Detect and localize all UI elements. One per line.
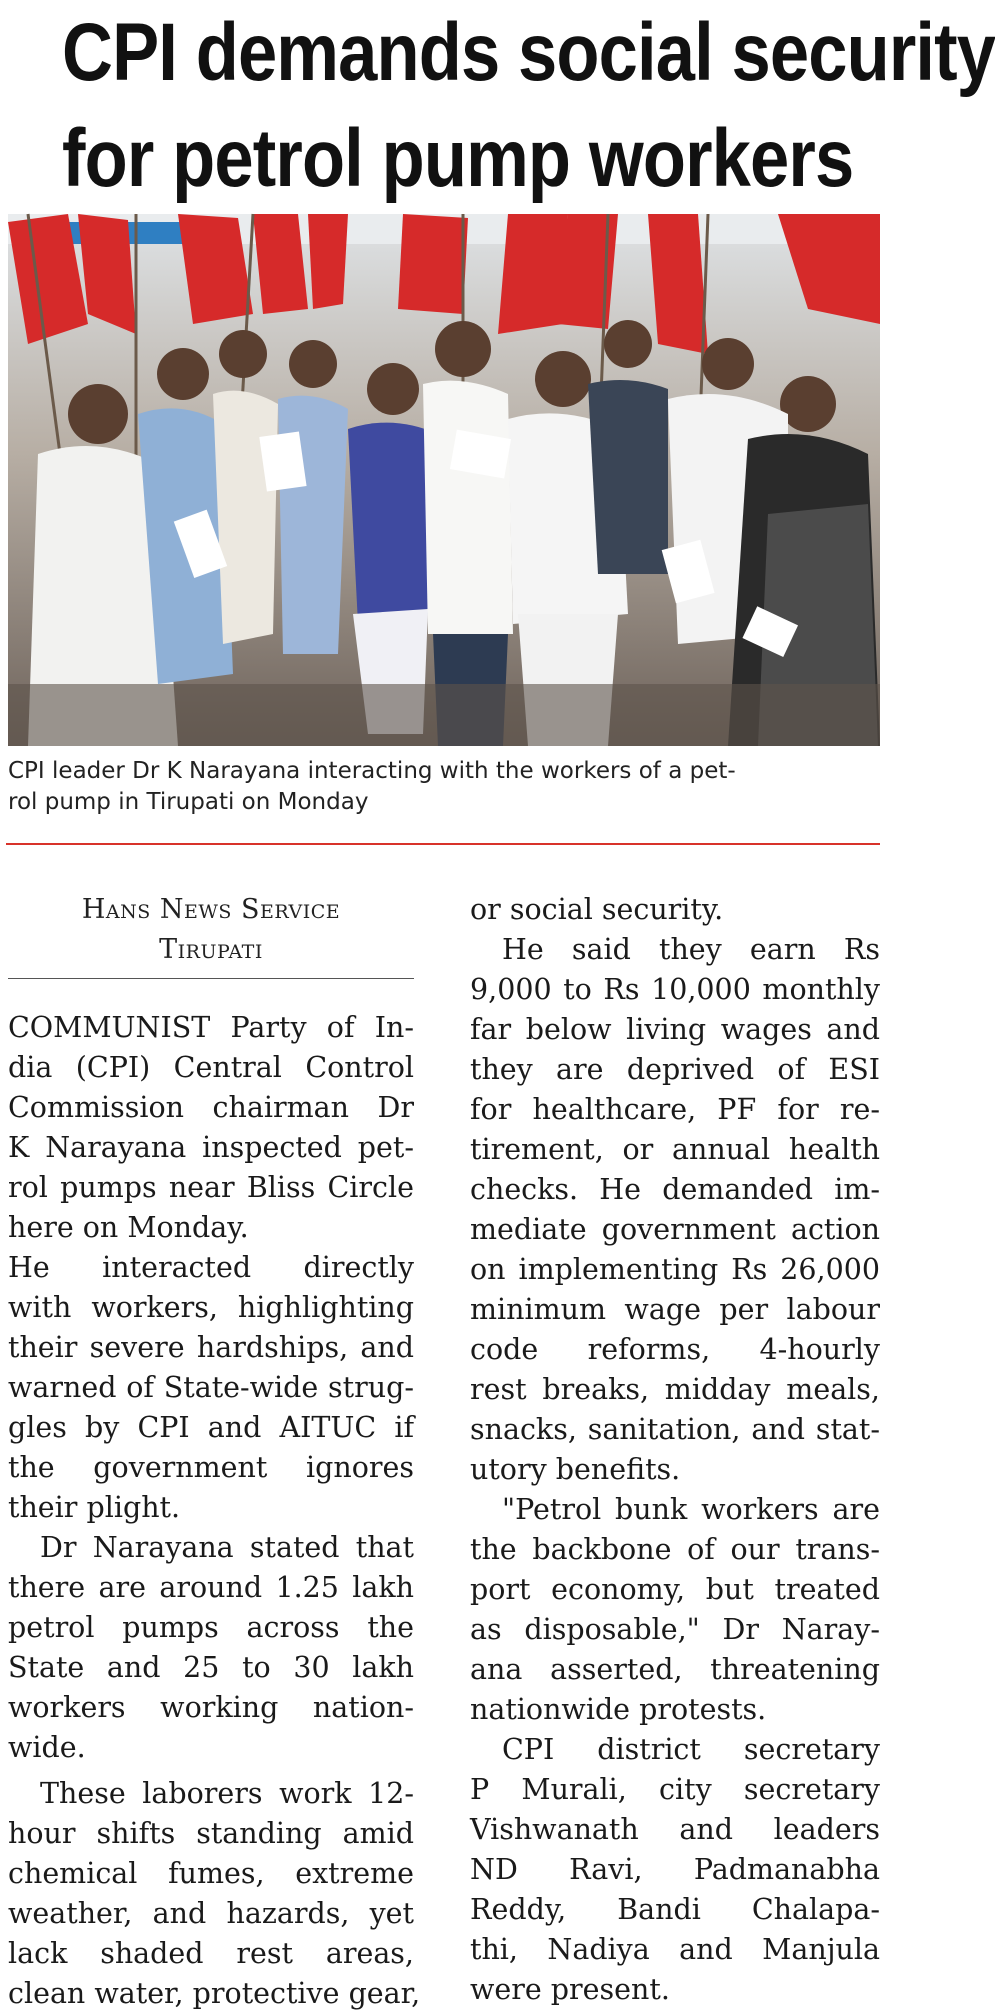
body-line: their severe hardships, and <box>8 1331 414 1364</box>
body-line: far below living wages and <box>470 1013 880 1046</box>
body-line: or social security. <box>470 893 724 926</box>
body-line: code reforms, 4-hourly <box>470 1333 880 1366</box>
body-line: they are deprived of ESI <box>470 1053 880 1086</box>
body-line: 9,000 to Rs 10,000 monthly <box>470 973 880 1006</box>
body-line: for healthcare, PF for re- <box>470 1093 880 1126</box>
body-line: Commission chairman Dr <box>8 1091 414 1124</box>
body-line: These laborers work 12- <box>40 1777 414 1810</box>
body-line: thi, Nadiya and Manjula <box>470 1933 880 1966</box>
body-line: as disposable," Dr Naray- <box>470 1613 880 1646</box>
news-photo <box>8 214 880 746</box>
byline-divider <box>8 978 414 979</box>
article-column-left <box>8 1008 421 2014</box>
body-line: K Narayana inspected pet- <box>8 1131 414 1164</box>
body-line: tirement, or annual health <box>470 1133 880 1166</box>
headline-line-1: CPI demands social security <box>62 7 995 98</box>
body-line: utory benefits. <box>470 1453 681 1486</box>
byline <box>8 890 414 970</box>
headline-line-2: for petrol pump workers <box>62 113 854 204</box>
body-line: CPI district secretary <box>502 1733 880 1766</box>
body-line: State and 25 to 30 lakh <box>8 1651 414 1684</box>
body-line: ana asserted, threatening <box>470 1653 880 1686</box>
body-line: lack shaded rest areas, <box>8 1937 414 1970</box>
body-line: ND Ravi, Padmanabha <box>470 1853 880 1886</box>
body-line: dia (CPI) Central Control <box>8 1051 414 1084</box>
body-line: petrol pumps across the <box>8 1611 414 1644</box>
body-line: P Murali, city secretary <box>470 1773 880 1806</box>
body-line: Reddy, Bandi Chalapa- <box>470 1893 880 1926</box>
body-line: hour shifts standing amid <box>8 1817 414 1850</box>
body-line: Dr Narayana stated that <box>40 1531 414 1564</box>
body-line: snacks, sanitation, and stat- <box>470 1413 880 1446</box>
body-line: weather, and hazards, yet <box>8 1897 414 1930</box>
section-divider <box>6 843 880 845</box>
body-line: chemical fumes, extreme <box>8 1857 414 1890</box>
body-line: were present. <box>470 1973 670 2006</box>
body-line: clean water, protective gear, <box>8 1977 421 2010</box>
body-line: here on Monday. <box>8 1211 249 1244</box>
body-line: gles by CPI and AITUC if <box>8 1411 414 1444</box>
byline-agency: Hans News Service <box>81 894 341 925</box>
body-line: COMMUNIST Party of In- <box>8 1011 414 1044</box>
body-line: rol pumps near Bliss Circle <box>8 1171 414 1204</box>
headline <box>0 0 995 212</box>
body-line: port economy, but treated <box>470 1573 880 1606</box>
body-line: rest breaks, midday meals, <box>470 1373 880 1406</box>
body-line: wide. <box>8 1731 86 1764</box>
body-line: on implementing Rs 26,000 <box>470 1253 880 1286</box>
body-line: with workers, highlighting <box>8 1291 414 1324</box>
body-line: He said they earn Rs <box>502 933 880 966</box>
body-line: their plight. <box>8 1491 181 1524</box>
body-line: "Petrol bunk workers are <box>502 1493 880 1526</box>
body-line: the backbone of our trans- <box>470 1533 880 1566</box>
body-line: minimum wage per labour <box>470 1293 880 1326</box>
photo-caption <box>8 756 880 818</box>
body-line: workers working nation- <box>8 1691 414 1724</box>
photo-illustration <box>8 214 880 746</box>
body-line: nationwide protests. <box>470 1693 767 1726</box>
body-line: the government ignores <box>8 1451 414 1484</box>
body-line: He interacted directly <box>8 1251 414 1284</box>
body-line: checks. He demanded im- <box>470 1173 880 1206</box>
article-column-right <box>470 890 880 2010</box>
caption-line-1: CPI leader Dr K Narayana interacting with the workers of a pet- <box>8 758 736 784</box>
body-line: warned of State-wide strug- <box>8 1371 414 1404</box>
byline-place: Tirupati <box>159 934 263 965</box>
caption-line-2: rol pump in Tirupati on Monday <box>8 789 369 815</box>
body-line: Vishwanath and leaders <box>470 1813 880 1846</box>
body-line: mediate government action <box>470 1213 880 1246</box>
body-line: there are around 1.25 lakh <box>8 1571 414 1604</box>
